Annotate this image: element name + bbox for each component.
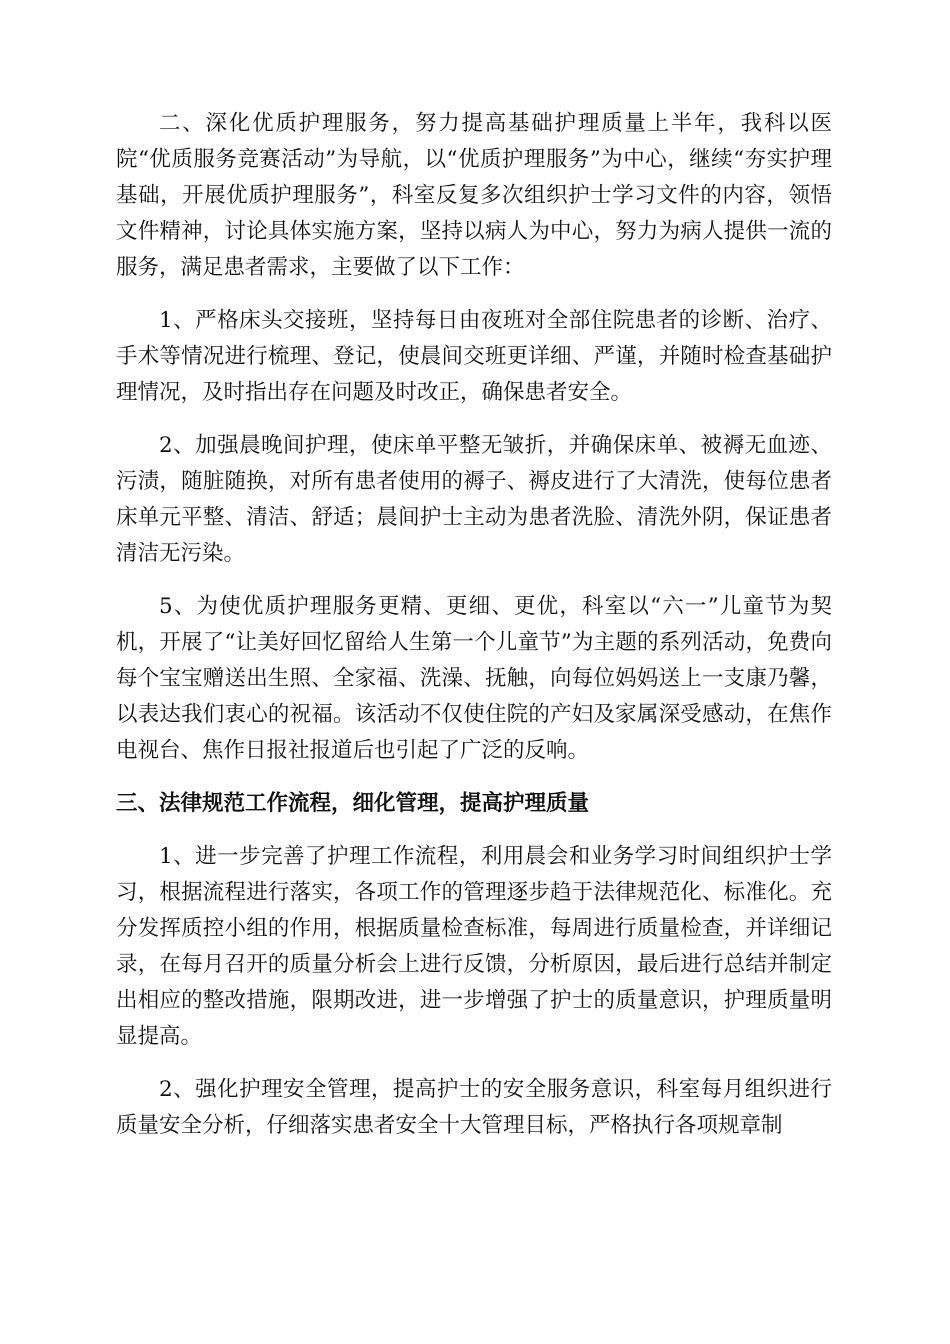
paragraph-safety-management: 2、强化护理安全管理，提高护士的安全服务意识，科室每月组织进行质量安全分析，仔细落实患者安全十大管理目标，严格执行各项规章制 xyxy=(116,1077,832,1138)
paragraph-childrens-day-activity: 5、为使优质护理服务更精、更细、更优，科室以“六一”儿童节为契机，开展了“让美好回忆留给人生第一个儿童节”为主题的系列活动，免费向每个宝宝赠送出生照、全家福、洗澡、抚触，向每位妈妈送上一支康乃馨，以表达我们衷心的祝福。该活动不仅使住院的产妇及家属深受感动，在焦作电视台、焦作日报社报道后也引起了广泛的反响。 xyxy=(116,594,832,763)
section-heading-standardize-workflow: 三、法律规范工作流程，细化管理，提高护理质量 xyxy=(116,791,590,816)
document-page xyxy=(116,106,832,1161)
paragraph-morning-evening-care: 2、加强晨晚间护理，使床单平整无皱折，并确保床单、被褥无血迹、污渍，随脏随换，对所有患者使用的褥子、褥皮进行了大清洗，使每位患者床单元平整、清洁、舒适；晨间护士主动为患者洗脸、清洗外阴，保证患者清洁无污染。 xyxy=(116,433,832,566)
paragraph-bedside-handover: 1、严格床头交接班，坚持每日由夜班对全部住院患者的诊断、治疗、手术等情况进行梳理、登记，使晨间交班更详细、严谨，并随时检查基础护理情况，及时指出存在问题及时改正，确保患者安全。 xyxy=(116,308,832,405)
paragraph-deepen-quality-care: 二、深化优质护理服务，努力提高基础护理质量上半年，我科以医院“优质服务竞赛活动”为导航，以“优质护理服务”为中心，继续“夯实护理基础，开展优质护理服务”，科室反复多次组织护士学习文件的内容，领悟文件精神，讨论具体实施方案，坚持以病人为中心，努力为病人提供一流的服务，满足患者需求，主要做了以下工作： xyxy=(116,111,832,280)
paragraph-improve-workflow: 1、进一步完善了护理工作流程，利用晨会和业务学习时间组织护士学习，根据流程进行落实，各项工作的管理逐步趋于法律规范化、标准化。充分发挥质控小组的作用，根据质量检查标准，每周进行质量检查，并详细记录，在每月召开的质量分析会上进行反馈，分析原因，最后进行总结并制定出相应的整改措施，限期改进，进一步增强了护士的质量意识，护理质量明显提高。 xyxy=(116,844,832,1049)
